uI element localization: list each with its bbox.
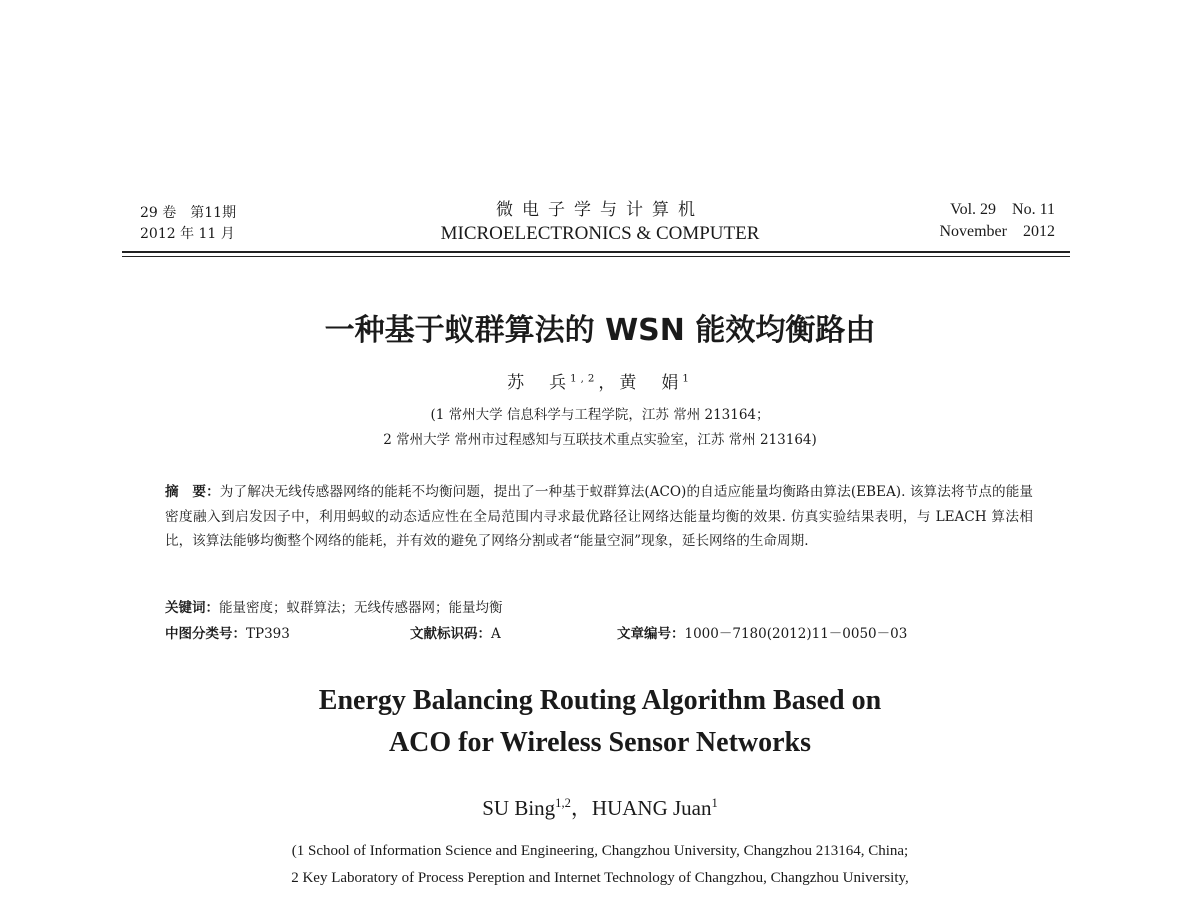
paper-title-en-line-1: Energy Balancing Routing Algorithm Based on [318, 685, 882, 716]
author-separator-cn: ， [598, 373, 620, 393]
document-code-value: A [491, 626, 501, 642]
abstract-cn [165, 480, 1033, 554]
article-number-label: 文章编号： [617, 626, 685, 642]
author-1-en-affil: 1,2 [555, 796, 571, 810]
clc-value: TP393 [246, 626, 290, 642]
clc-label: 中图分类号： [165, 626, 246, 642]
journal-name-en: MICROELECTRONICS & COMPUTER [440, 223, 760, 244]
keywords-text: 能量密度；蚁群算法；无线传感器网；能量均衡 [219, 600, 503, 616]
volume-issue-cn: 29 卷 第11期 [140, 205, 237, 221]
keywords-label: 关键词： [165, 600, 219, 616]
authors-en [0, 792, 1200, 822]
date-cn: 2012 年 11 月 [140, 226, 235, 242]
document-code [410, 622, 501, 642]
author-1-cn: 苏 兵 [507, 373, 571, 393]
date-en: November 2012 [939, 223, 1055, 240]
author-1-en: SU Bing [482, 796, 556, 820]
author-2-en: HUANG Juan [591, 796, 712, 820]
author-2-cn: 黄 娟 [619, 373, 683, 393]
paper-title-en [0, 680, 1200, 764]
affiliations-en [0, 838, 1200, 892]
affiliation-en-1: (1 School of Information Science and Engineering, Changzhou University, Changzhou 213164, China; [291, 843, 909, 859]
paper-title-en-line-2: ACO for Wireless Sensor Networks [388, 727, 812, 758]
affiliation-cn-2: 2 常州大学 常州市过程感知与互联技术重点实验室，江苏 常州 213164) [383, 432, 817, 448]
author-2-cn-affil: 1 [682, 373, 693, 385]
volume-issue-en: Vol. 29 No. 11 [950, 201, 1055, 218]
affiliation-cn-1: (1 常州大学 信息科学与工程学院，江苏 常州 213164； [430, 407, 770, 423]
header-right [939, 199, 1055, 243]
authors-cn [0, 368, 1200, 393]
header-rule-thin [122, 256, 1070, 257]
article-number [617, 622, 907, 642]
abstract-label: 摘 要： [165, 484, 220, 500]
abstract-text: 为了解决无线传感器网络的能耗不均衡问题，提出了一种基于蚁群算法(ACO)的自适应能量均衡路由算法(EBEA). 该算法将节点的能量密度融入到启发因子中，利用蚂蚁的动态适应性在全局范围内寻求最优路径让网络达能量均衡的效果. 仿真实验结果表明，与 LEACH 算法相比，该算法能够均衡整个网络的能耗，并有效的避免了网络分割或者“能量空洞”现象，延长网络的生命周期. [165, 484, 1034, 549]
keywords-cn [165, 596, 503, 616]
header-rule-thick [122, 251, 1070, 253]
affiliation-en-2: 2 Key Laboratory of Process Pereption and Internet Technology of Changzhou, Changzhou University, [291, 870, 909, 886]
affiliations-cn [0, 403, 1200, 453]
journal-name-cn: 微电子学与计算机 [496, 200, 704, 220]
article-number-value: 1000－7180(2012)11－0050－03 [684, 626, 908, 642]
document-code-label: 文献标识码： [410, 626, 491, 642]
author-separator-en: ， [570, 796, 592, 820]
author-2-en-affil: 1 [711, 796, 718, 810]
paper-title-cn: 一种基于蚁群算法的 WSN 能效均衡路由 [324, 313, 876, 348]
clc-number [165, 622, 290, 642]
author-1-cn-affil: 1,2 [570, 373, 599, 385]
